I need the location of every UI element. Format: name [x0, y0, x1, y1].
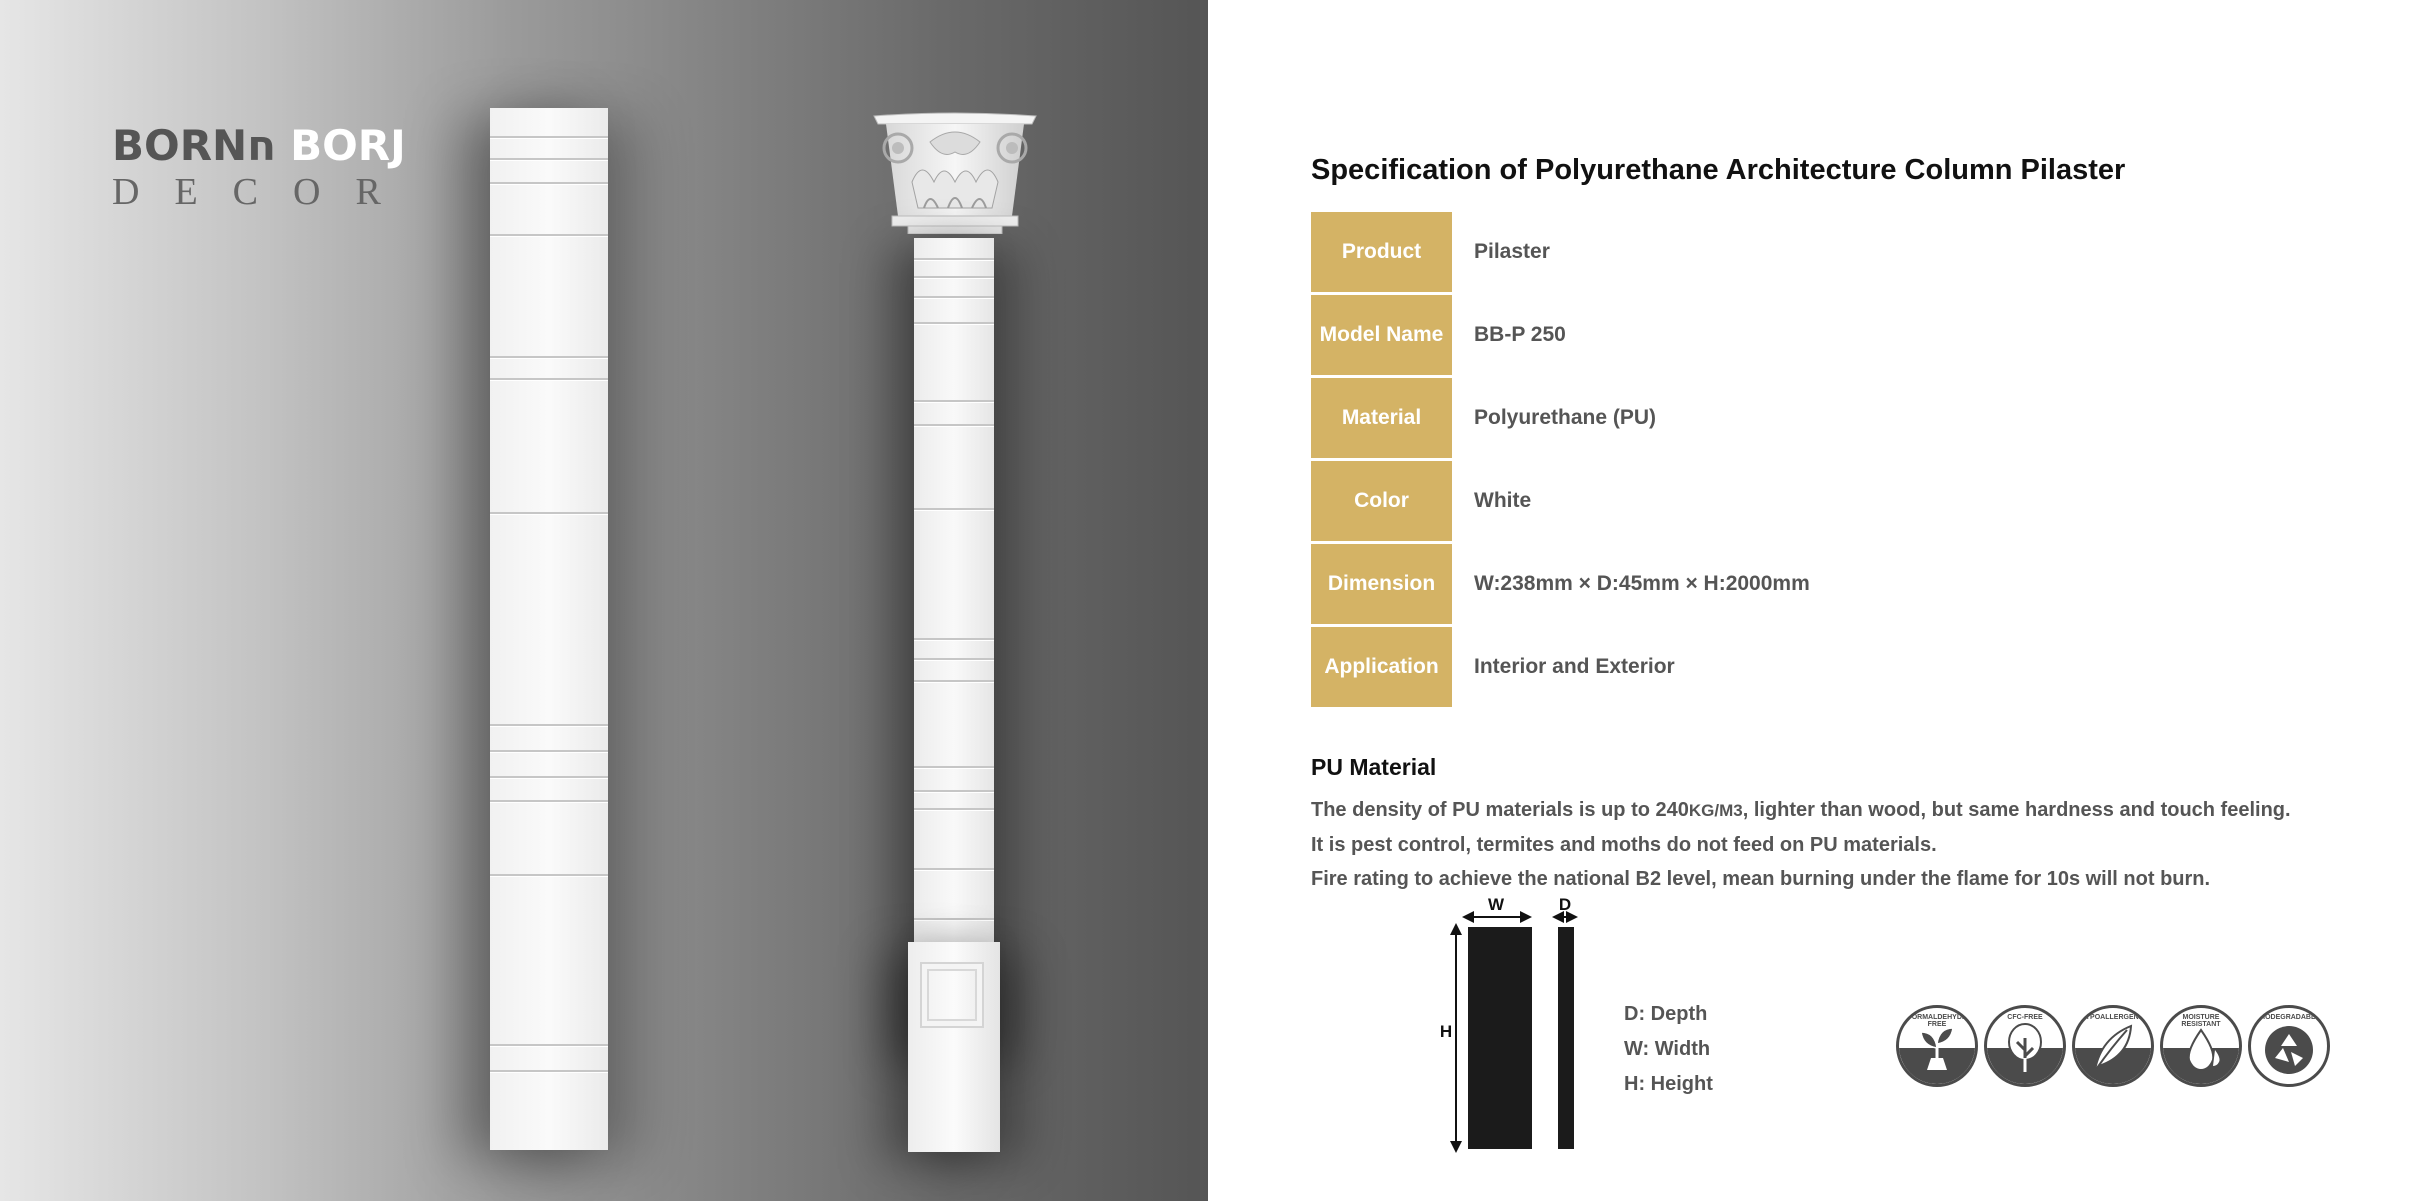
badge-label: HYPOALLERGENIC — [2080, 1014, 2146, 1021]
spec-value: BB-P 250 — [1474, 323, 1566, 346]
plinth-panel — [920, 962, 984, 1028]
height-label: H — [1439, 1022, 1453, 1041]
spec-key: Color — [1311, 461, 1452, 541]
groove — [914, 296, 994, 298]
spec-key: Product — [1311, 212, 1452, 292]
spec-value: Pilaster — [1474, 240, 1550, 263]
badge-hypoallergenic — [2072, 1005, 2154, 1087]
logo-subtitle: DECOR — [112, 171, 416, 213]
groove — [490, 234, 608, 236]
brand-logo — [112, 122, 416, 212]
pu-material-heading: PU Material — [1311, 754, 1437, 780]
groove — [914, 322, 994, 324]
spec-key: Dimension — [1311, 544, 1452, 624]
groove — [490, 1044, 608, 1046]
groove — [914, 638, 994, 640]
legend-depth: D: Depth — [1624, 1003, 1708, 1025]
spec-key: Material — [1311, 378, 1452, 458]
groove — [490, 182, 608, 184]
spec-row-product — [1311, 212, 2211, 292]
corinthian-capital-icon — [872, 112, 1038, 234]
groove — [914, 868, 994, 870]
capital-pilaster-image — [872, 112, 1042, 1152]
pu-line-density — [1311, 793, 2291, 828]
groove — [490, 724, 608, 726]
legend-height: H: Height — [1624, 1073, 1713, 1095]
groove — [914, 680, 994, 682]
groove — [490, 776, 608, 778]
groove — [914, 276, 994, 278]
groove — [490, 750, 608, 752]
spec-row-dimension — [1311, 544, 2211, 624]
groove — [914, 508, 994, 510]
spec-row-material — [1311, 378, 2211, 458]
badge-formaldehyde-free — [1896, 1005, 1978, 1087]
badge-label: CFC-FREE — [2007, 1014, 2043, 1021]
badge-cfc-free — [1984, 1005, 2066, 1087]
pu-density-text: The density of PU materials is up to 240 — [1311, 799, 1689, 821]
badge-moisture-resistant — [2160, 1005, 2242, 1087]
plain-pilaster-image — [490, 108, 608, 1150]
width-label: W — [1487, 895, 1505, 914]
groove — [490, 378, 608, 380]
spec-value: W:238mm × D:45mm × H:2000mm — [1474, 572, 1810, 595]
pu-density-unit: KG/M3 — [1688, 801, 1743, 820]
product-photo — [0, 0, 1208, 1201]
spec-value: Interior and Exterior — [1474, 655, 1675, 678]
groove — [490, 158, 608, 160]
logo-word-left: BORNח — [112, 121, 277, 170]
groove — [490, 874, 608, 876]
spec-title: Specification of Polyurethane Architecture Column Pilaster — [1311, 154, 2126, 186]
groove — [914, 424, 994, 426]
badge-biodegradable — [2248, 1005, 2330, 1087]
legend-width: W: Width — [1624, 1038, 1711, 1060]
front-view-block — [1468, 927, 1532, 1149]
water-drop-icon — [2163, 1008, 2239, 1084]
groove — [490, 1070, 608, 1072]
spec-row-application — [1311, 627, 2211, 707]
badge-label: MOISTURE RESISTANT — [2181, 1014, 2221, 1028]
feather-icon — [2075, 1008, 2151, 1084]
groove — [914, 400, 994, 402]
groove — [490, 512, 608, 514]
spec-table — [1311, 212, 2211, 710]
spec-value: White — [1474, 489, 1532, 512]
spec-key: Application — [1311, 627, 1452, 707]
recycle-icon — [2251, 1008, 2327, 1084]
spec-value: Polyurethane (PU) — [1474, 406, 1657, 429]
groove — [914, 258, 994, 260]
groove — [490, 800, 608, 802]
badge-label: BIODEGRADABLE — [2258, 1014, 2320, 1021]
pilaster-plinth — [908, 942, 1000, 1152]
groove — [490, 136, 608, 138]
pu-density-text-end: , lighter than wood, but same hardness and touch feeling. — [1742, 799, 2291, 821]
groove — [914, 918, 994, 920]
spec-row-color — [1311, 461, 2211, 541]
pu-line-fire: Fire rating to achieve the national B2 level, mean burning under the flame for 10s will not burn. — [1311, 868, 2211, 890]
depth-label: D — [1558, 895, 1572, 914]
pilaster-shaft — [914, 238, 994, 1052]
pu-material-description — [1311, 793, 2291, 896]
groove — [914, 658, 994, 660]
logo-wordmark — [112, 122, 416, 170]
pu-line-pest: It is pest control, termites and moths do not feed on PU materials. — [1311, 834, 1937, 856]
groove — [914, 766, 994, 768]
tree-icon — [1987, 1008, 2063, 1084]
groove — [914, 808, 994, 810]
groove — [490, 356, 608, 358]
dimension-legend — [1624, 997, 1713, 1102]
side-view-block — [1558, 927, 1574, 1149]
logo-word-right: BORJ — [290, 121, 406, 170]
spec-row-model-name — [1311, 295, 2211, 375]
feature-badges — [1896, 1005, 2330, 1087]
plant-icon — [1899, 1008, 1975, 1084]
dimension-diagram — [1432, 895, 1592, 1155]
spec-key: Model Name — [1311, 295, 1452, 375]
groove — [914, 790, 994, 792]
badge-label: FORMALDEHYDE FREE — [1907, 1014, 1967, 1028]
